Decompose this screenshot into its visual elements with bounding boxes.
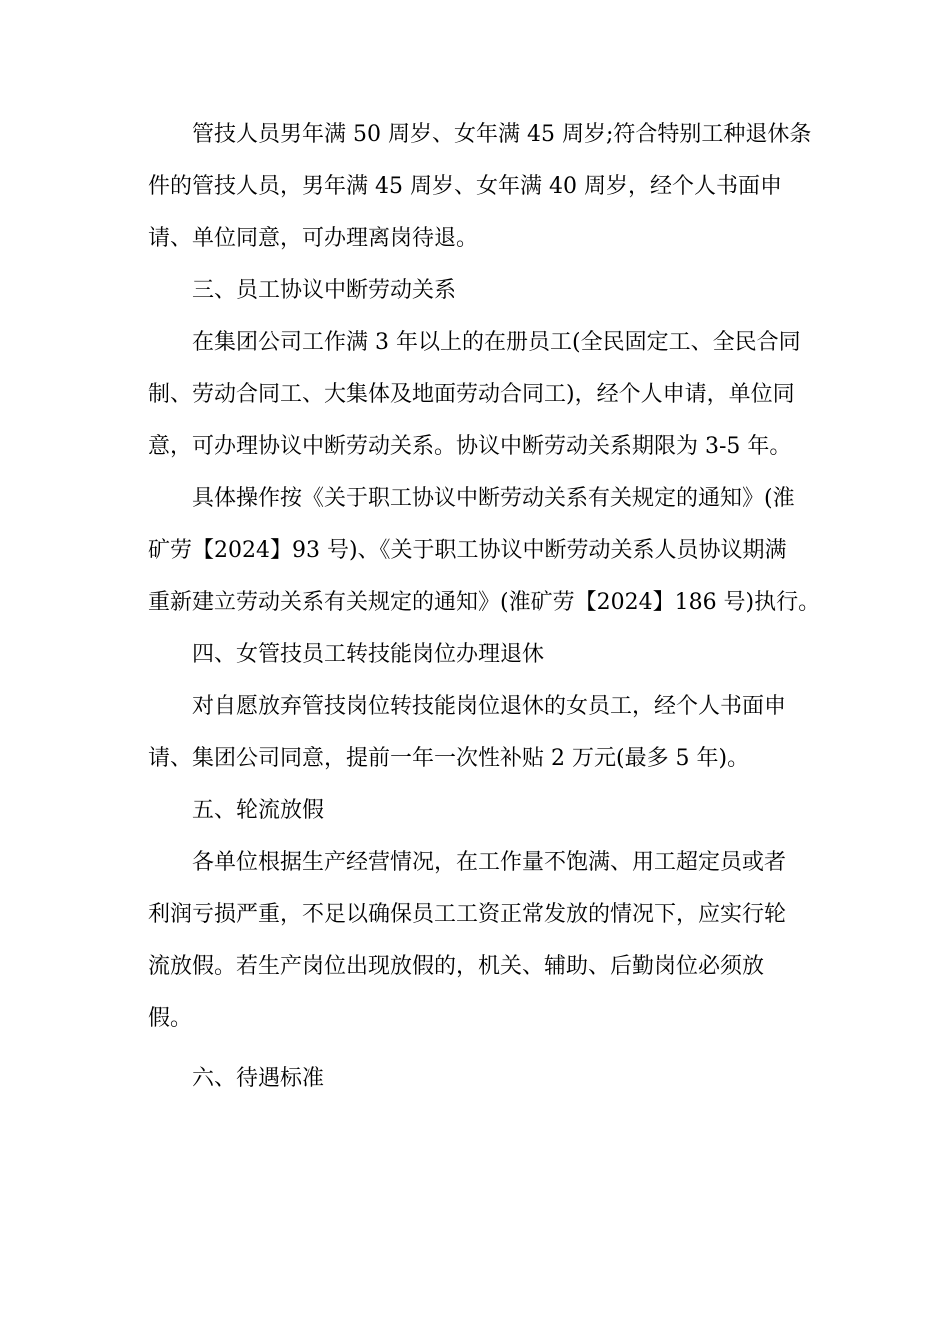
section-heading: 五、轮流放假	[192, 798, 325, 823]
paragraph-line: 制、劳动合同工、大集体及地面劳动合同工)，经个人申请，单位同	[148, 382, 795, 407]
paragraph-line: 意，可办理协议中断劳动关系。协议中断劳动关系期限为 3-5 年。	[148, 434, 792, 459]
paragraph-line: 管技人员男年满 50 周岁、女年满 45 周岁;符合特别工种退休条	[192, 122, 812, 147]
section-heading: 六、待遇标准	[192, 1066, 325, 1091]
paragraph-line: 重新建立劳动关系有关规定的通知》(淮矿劳【2024】186 号)执行。	[148, 590, 821, 615]
paragraph-line: 假。	[148, 1006, 193, 1031]
paragraph-line: 各单位根据生产经营情况，在工作量不饱满、用工超定员或者	[192, 850, 787, 875]
paragraph-line: 利润亏损严重，不足以确保员工工资正常发放的情况下，应实行轮	[148, 902, 787, 927]
paragraph-line: 对自愿放弃管技岗位转技能岗位退休的女员工，经个人书面申	[192, 694, 787, 719]
paragraph-line: 请、单位同意，可办理离岗待退。	[148, 226, 479, 251]
paragraph-line: 请、集团公司同意，提前一年一次性补贴 2 万元(最多 5 年)。	[148, 746, 750, 771]
section-heading: 三、员工协议中断劳动关系	[192, 278, 457, 303]
paragraph-line: 流放假。若生产岗位出现放假的，机关、辅助、后勤岗位必须放	[148, 954, 765, 979]
document-body	[148, 116, 821, 1112]
paragraph-line: 具体操作按《关于职工协议中断劳动关系有关规定的通知》(淮	[192, 486, 795, 511]
paragraph-line: 在集团公司工作满 3 年以上的在册员工(全民固定工、全民合同	[192, 330, 801, 355]
paragraph-line: 矿劳【2024】93 号)、《关于职工协议中断劳动关系人员协议期满	[148, 538, 787, 563]
section-heading: 四、女管技员工转技能岗位办理退休	[192, 642, 545, 667]
paragraph-line: 件的管技人员，男年满 45 周岁、女年满 40 周岁，经个人书面申	[148, 174, 782, 199]
